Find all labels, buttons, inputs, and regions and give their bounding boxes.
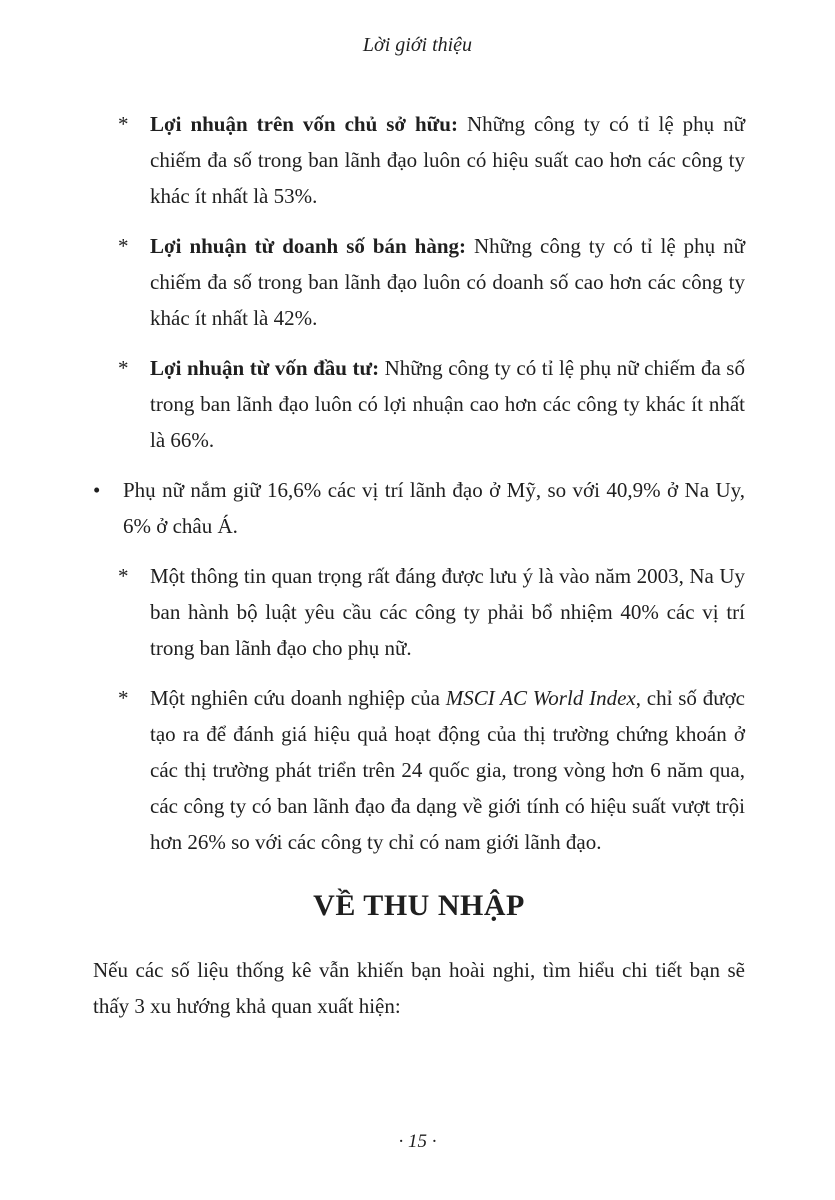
asterisk-marker: *	[118, 686, 129, 710]
bullet-text: Những công ty có tỉ lệ phụ nữ chiếm đa số trong ban lãnh đạo luôn có hiệu suất cao hơn các công ty khác ít nhất là 53%.	[150, 112, 745, 208]
sub-bullet-item	[93, 680, 745, 860]
index-name-italic: MSCI AC World Index	[445, 686, 636, 710]
intro-bullet-item	[93, 350, 745, 458]
asterisk-marker: *	[118, 112, 129, 136]
section-heading: VỀ THU NHẬP	[313, 889, 525, 922]
intro-bullet-item	[93, 106, 745, 214]
bullet-text: Phụ nữ nắm giữ 16,6% các vị trí lãnh đạo ở Mỹ, so với 40,9% ở Na Uy, 6% ở châu Á.	[123, 478, 745, 538]
section-intro-paragraph: Nếu các số liệu thống kê vẫn khiến bạn hoài nghi, tìm hiểu chi tiết bạn sẽ thấy 3 xu hướng khả quan xuất hiện:	[93, 958, 745, 1018]
bullet-text: Một nghiên cứu doanh nghiệp của	[150, 686, 446, 710]
bullet-text: Một thông tin quan trọng rất đáng được lưu ý là vào năm 2003, Na Uy ban hành bộ luật yêu cầu các công ty phải bổ nhiệm 40% các vị trí trong ban lãnh đạo cho phụ nữ.	[150, 564, 745, 660]
bullet-paragraph	[150, 350, 745, 458]
page-number: · 15 ·	[398, 1131, 437, 1152]
bullet-label: Lợi nhuận từ doanh số bán hàng:	[150, 234, 467, 258]
dot-bullet-marker: •	[93, 478, 101, 502]
bullet-paragraph	[150, 680, 745, 860]
bullet-paragraph	[150, 228, 745, 336]
asterisk-marker: *	[118, 234, 129, 258]
bullet-paragraph	[150, 106, 745, 214]
running-header: Lời giới thiệu	[362, 34, 473, 56]
bullet-label: Lợi nhuận từ vốn đầu tư:	[150, 356, 380, 380]
intro-bullet-item	[93, 228, 745, 336]
bullet-text: Những công ty có tỉ lệ phụ nữ chiếm đa số trong ban lãnh đạo luôn có doanh số cao hơn các công ty khác ít nhất là 42%.	[150, 234, 745, 330]
bullet-text: , chỉ số được tạo ra để đánh giá hiệu quả hoạt động của thị trường chứng khoán ở các thị trường phát triển trên 24 quốc gia, trong vòng hơn 6 năm qua, các công ty có ban lãnh đạo đa dạng về giới tính có hiệu suất vượt trội hơn 26% so với các công ty chỉ có nam giới lãnh đạo.	[150, 686, 746, 854]
bullet-paragraph	[150, 558, 745, 666]
content-area	[93, 106, 745, 1024]
asterisk-marker: *	[118, 356, 129, 380]
sub-bullet-item	[93, 558, 745, 666]
bullet-text: Những công ty có tỉ lệ phụ nữ chiếm đa số trong ban lãnh đạo luôn có lợi nhuận cao hơn các công ty khác ít nhất là 66%.	[150, 356, 745, 452]
bullet-paragraph	[123, 472, 745, 544]
stat-bullet-item	[93, 472, 745, 544]
bullet-label: Lợi nhuận trên vốn chủ sở hữu:	[150, 112, 458, 136]
asterisk-marker: *	[118, 564, 129, 588]
